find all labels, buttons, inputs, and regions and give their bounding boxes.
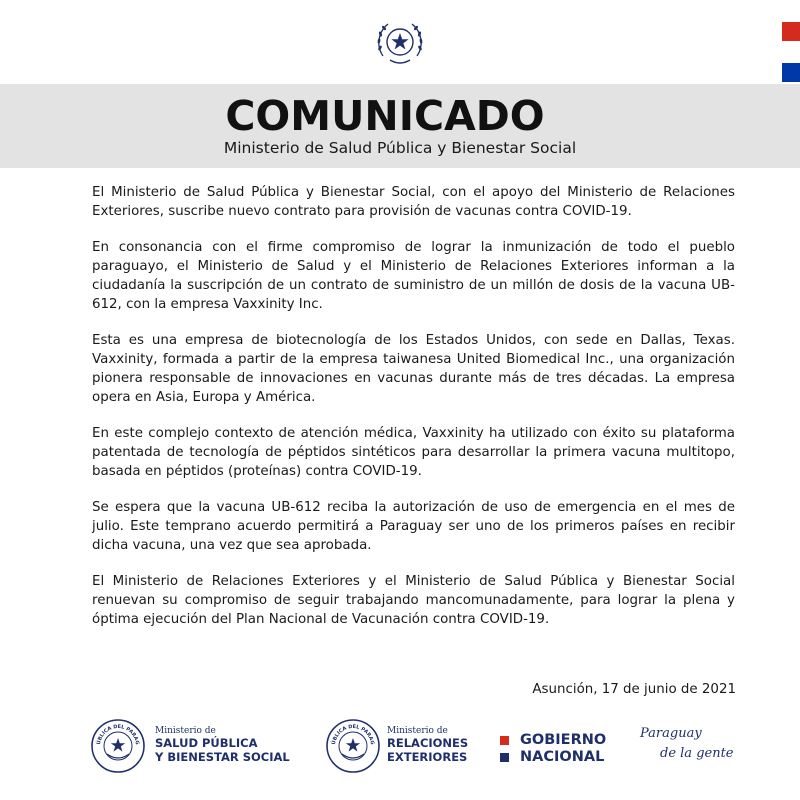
national-crest-icon — [370, 14, 430, 74]
paragraph: El Ministerio de Salud Pública y Bienestar Social, con el apoyo del Ministerio de Relaciones Exteriores, suscribe nuevo contrato para provisión de vacunas contra COVID-19. — [92, 185, 735, 219]
salud-line-1: SALUD PÚBLICA — [155, 736, 258, 750]
slogan-line-1: Paraguay — [640, 726, 702, 741]
svg-text:REPÚBLICA DEL PARAGUAY — [325, 718, 375, 745]
exteriores-seal-icon — [325, 718, 381, 774]
paragraph: Se espera que la vacuna UB-612 reciba la autorización de uso de emergencia en el mes de julio. Este temprano acuerdo permitirá a Paraguay ser uno de los primeros países en recibir dicha vacuna, una vez que sea aprobada. — [92, 500, 735, 553]
salud-ministry-label — [155, 726, 290, 764]
date-line: Asunción, 17 de junio de 2021 — [532, 682, 736, 697]
blue-stripe — [782, 63, 800, 82]
red-stripe — [782, 22, 800, 41]
footer-logos — [0, 710, 800, 800]
seal-text: ÚBLICA DEL PARAG — [95, 723, 141, 746]
salud-seal-icon — [90, 718, 146, 774]
salud-line-2: Y BIENESTAR SOCIAL — [155, 749, 290, 764]
gobierno-squares-icon — [500, 736, 510, 770]
exteriores-ministry-label — [387, 726, 468, 764]
page-title: COMUNICADO — [225, 92, 545, 140]
corner-flag-stripes — [782, 22, 800, 82]
seal-text: ÚBLICA DEL PARAG — [330, 723, 376, 746]
paragraph: En este complejo contexto de atención médica, Vaxxinity ha utilizado con éxito su plataforma patentada de tecnología de péptidos sintéticos para desarrollar la primera vacuna multitopo, basada en péptidos (proteínas) contra COVID-19. — [92, 426, 735, 479]
exteriores-small-label: Ministerio de — [387, 726, 448, 736]
gobierno-line-1: GOBIERNO — [520, 732, 607, 748]
svg-text:REPÚBLICA DEL PARAGUAY — [90, 718, 140, 745]
paragraph: Esta es una empresa de biotecnología de los Estados Unidos, con sede en Dallas, Texas. Vaxxinity, formada a partir de la empresa taiwanesa United Biomedical Inc., una organización pionera responsable de innovaciones en vacunas durante más de tres décadas. La empresa opera en Asia, Europa y América. — [92, 333, 735, 405]
communique-body — [92, 183, 735, 646]
paragraph: En consonancia con el firme compromiso de lograr la inmunización de todo el pueblo paraguayo, el Ministerio de Salud y el Ministerio de Relaciones Exteriores informan a la ciudadanía la suscripción de un contrato de suministro de un millón de dosis de la vacuna UB-612, con la empresa Vaxxinity Inc. — [92, 240, 735, 312]
header-band — [0, 84, 800, 168]
exteriores-line-1: RELACIONES — [387, 736, 469, 750]
paraguay-de-la-gente-logo — [640, 724, 740, 764]
page-subtitle: Ministerio de Salud Pública y Bienestar Social — [223, 139, 577, 157]
exteriores-line-2: EXTERIORES — [387, 749, 468, 764]
slogan-line-2: de la gente — [660, 746, 734, 761]
gobierno-line-2: NACIONAL — [520, 749, 605, 765]
salud-small-label: Ministerio de — [155, 726, 216, 736]
paragraph: El Ministerio de Relaciones Exteriores y el Ministerio de Salud Pública y Bienestar Social renuevan su compromiso de seguir trabajando mancomunadamente, para lograr la plena y óptima ejecución del Plan Nacional de Vacunación contra COVID-19. — [92, 574, 735, 627]
